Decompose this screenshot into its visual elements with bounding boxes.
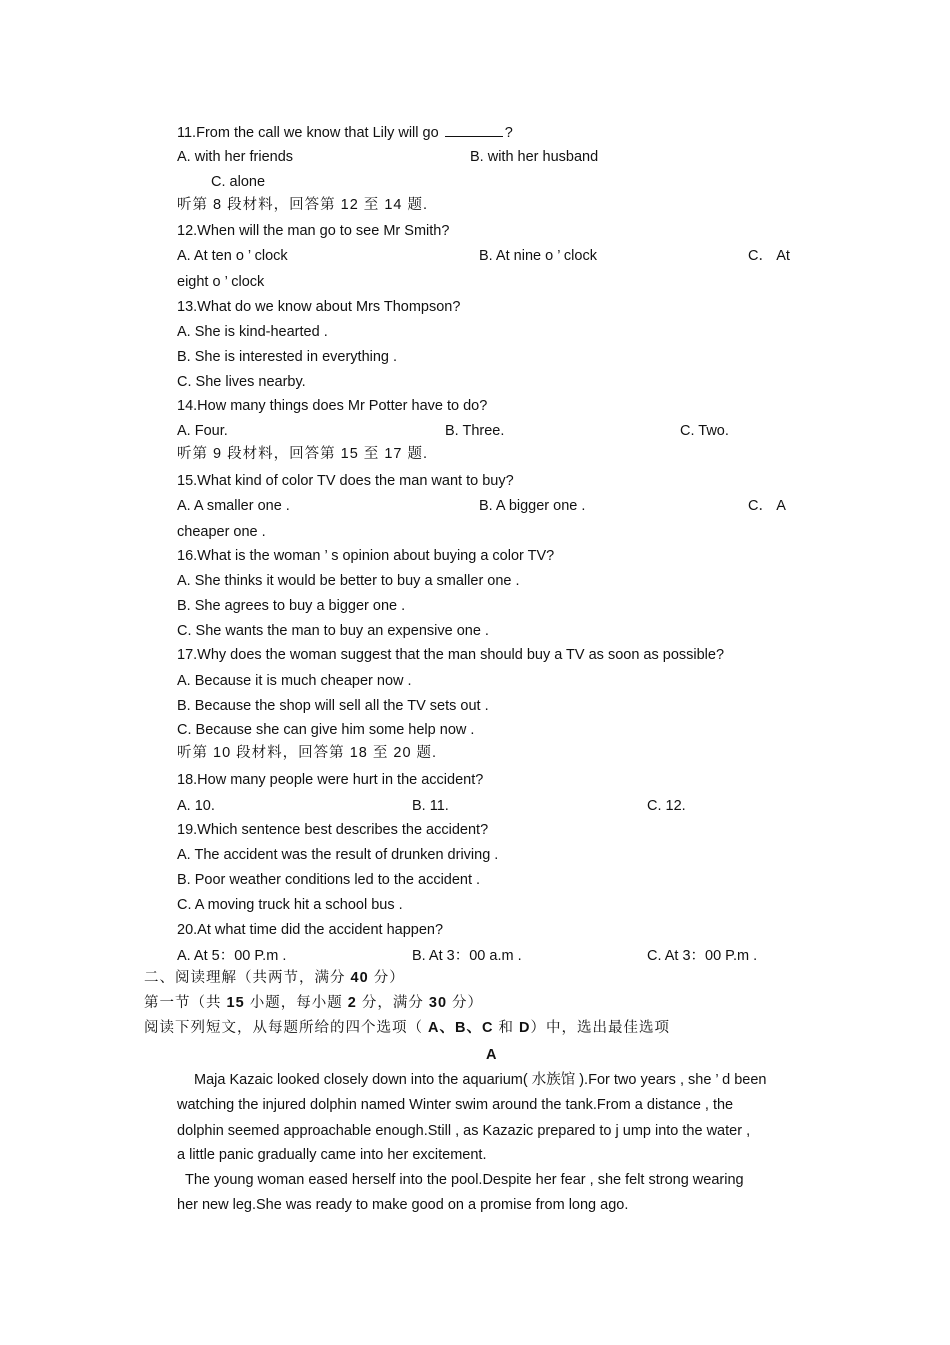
q15-stem: 15.What kind of color TV does the man want to buy? — [177, 473, 514, 489]
section-8-heading: 听第 8 段材料，回答第 12 至 14 题. — [177, 197, 429, 213]
q12-option-c: C． At — [748, 248, 790, 264]
section1-count: 15 — [226, 995, 245, 1011]
passage-line: The young woman eased herself into the pool.Despite her fear , she felt strong wearing — [185, 1172, 744, 1188]
q19-option-c: C. A moving truck hit a school bus . — [177, 897, 403, 913]
q15-option-a: A. A smaller one . — [177, 498, 290, 514]
q18-option-c: C. 12. — [647, 798, 686, 814]
passage-line: watching the injured dolphin named Winter swim around the tank.From a distance , the — [177, 1097, 734, 1113]
passage-title: A — [486, 1047, 497, 1063]
section1-total: 30 — [428, 995, 448, 1011]
q18-stem: 18.How many people were hurt in the accident? — [177, 772, 484, 788]
passage-line: a little panic gradually came into her excitement. — [177, 1147, 487, 1163]
reading-instructions — [144, 1019, 670, 1037]
passage-line: dolphin seemed approachable enough.Still , as Kazazic prepared to j ump into the water , — [177, 1123, 751, 1139]
q16-option-a: A. She thinks it would be better to buy a smaller one . — [177, 573, 520, 589]
instructions-option-d: D — [519, 1020, 531, 1036]
part2-heading-end: 分） — [368, 970, 405, 986]
q20-option-b: B. At 3：00 a.m . — [412, 948, 522, 964]
q11-option-c: C. alone — [211, 174, 266, 190]
section1-text-1: 第一节（共 — [144, 995, 227, 1011]
instructions-options: A、B、C — [428, 1020, 494, 1036]
q20-option-c: C. At 3：00 P.m . — [647, 948, 758, 964]
section-10-heading: 听第 10 段材料，回答第 18 至 20 题. — [177, 745, 438, 761]
section1-heading — [144, 994, 483, 1012]
q11-stem — [177, 123, 513, 142]
q13-option-c: C. She lives nearby. — [177, 374, 306, 390]
q11-stem-end: ? — [504, 125, 513, 141]
q18-option-b: B. 11. — [412, 798, 449, 814]
instructions-text-1: 阅读下列短文，从每题所给的四个选项（ — [144, 1020, 429, 1036]
q11-stem-text: 11.From the call we know that Lily will go — [177, 125, 439, 141]
section1-text-4: 分） — [447, 995, 484, 1011]
q20-stem: 20.At what time did the accident happen? — [177, 922, 444, 938]
section1-points-each: 2 — [347, 995, 357, 1011]
q11-option-a: A. with her friends — [177, 149, 294, 165]
q15-option-c-cont: cheaper one . — [177, 524, 266, 540]
instructions-and: 和 — [493, 1020, 520, 1036]
q16-option-c: C. She wants the man to buy an expensive one . — [177, 623, 489, 639]
q13-option-a: A. She is kind-hearted . — [177, 324, 328, 340]
q13-stem: 13.What do we know about Mrs Thompson? — [177, 299, 461, 315]
q20-option-a: A. At 5：00 P.m . — [177, 948, 287, 964]
q11-option-b: B. with her husband — [470, 149, 599, 165]
answer-blank — [445, 123, 503, 137]
q15-option-b: B. A bigger one . — [479, 498, 586, 514]
q14-option-a: A. Four. — [177, 423, 228, 439]
q14-stem: 14.How many things does Mr Potter have to do? — [177, 398, 488, 414]
q13-option-b: B. She is interested in everything . — [177, 349, 398, 365]
q15-option-c: C． A — [748, 498, 786, 514]
passage-line: Maja Kazaic looked closely down into the aquarium( 水族馆 ).For two years , she ’ d been — [194, 1072, 767, 1088]
q17-stem: 17.Why does the woman suggest that the man should buy a TV as soon as possible? — [177, 647, 725, 663]
section-9-heading: 听第 9 段材料，回答第 15 至 17 题. — [177, 446, 429, 462]
q17-option-c: C. Because she can give him some help now . — [177, 722, 475, 738]
part2-score: 40 — [350, 970, 369, 986]
q16-option-b: B. She agrees to buy a bigger one . — [177, 598, 406, 614]
q17-option-a: A. Because it is much cheaper now . — [177, 673, 412, 689]
part2-heading-text: 二、阅读理解（共两节，满分 — [144, 970, 351, 986]
q14-option-c: C. Two. — [680, 423, 729, 439]
q12-stem: 12.When will the man go to see Mr Smith? — [177, 223, 450, 239]
q12-option-a: A. At ten o ’ clock — [177, 248, 288, 264]
section1-text-2: 小题，每小题 — [244, 995, 348, 1011]
q19-option-b: B. Poor weather conditions led to the accident . — [177, 872, 481, 888]
q16-stem: 16.What is the woman ’ s opinion about buying a color TV? — [177, 548, 555, 564]
q17-option-b: B. Because the shop will sell all the TV sets out . — [177, 698, 489, 714]
part2-heading — [144, 969, 405, 987]
q19-stem: 19.Which sentence best describes the accident? — [177, 822, 489, 838]
passage-line: her new leg.She was ready to make good on a promise from long ago. — [177, 1197, 629, 1213]
q18-option-a: A. 10. — [177, 798, 215, 814]
q12-option-c-cont: eight o ’ clock — [177, 274, 265, 290]
q14-option-b: B. Three. — [445, 423, 505, 439]
section1-text-3: 分，满分 — [356, 995, 429, 1011]
q12-option-b: B. At nine o ’ clock — [479, 248, 597, 264]
instructions-text-2: ）中，选出最佳选项 — [530, 1020, 670, 1036]
q19-option-a: A. The accident was the result of drunken driving . — [177, 847, 499, 863]
